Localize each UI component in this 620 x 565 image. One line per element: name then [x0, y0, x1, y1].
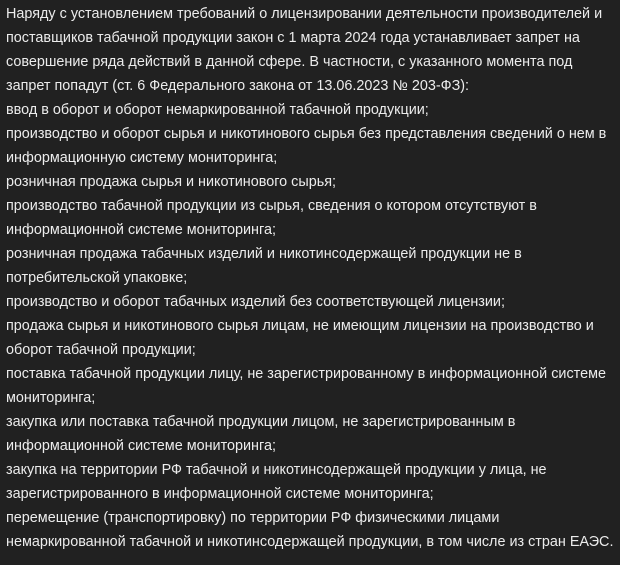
list-item: розничная продажа сырья и никотинового сырья;	[6, 174, 337, 190]
list-item: производство и оборот табачных изделий без соответствующей лицензии;	[6, 294, 505, 310]
list-item: розничная продажа табачных изделий и никотинсодержащей продукции не в потребительской упаковке;	[6, 246, 522, 286]
list-item: перемещение (транспортировку) по территории РФ физическими лицами немаркированной табачной и никотинсодержащей продукции, в том числе из стран ЕАЭС.	[6, 510, 614, 550]
list-item: ввод в оборот и оборот немаркированной табачной продукции;	[6, 102, 429, 118]
list-item: закупка на территории РФ табачной и никотинсодержащей продукции у лица, не зарегистрированного в информационной системе мониторинга;	[6, 462, 547, 502]
intro-paragraph: Наряду с установлением требований о лицензировании деятельности производителей и поставщиков табачной продукции закон с 1 марта 2024 года устанавливает запрет на совершение ряда действий в данной сфере. В частности, с указанного момента под запрет попадут (ст. 6 Федерального закона от 13.06.2023 № 203-ФЗ):	[6, 6, 603, 94]
list-item: поставка табачной продукции лицу, не зарегистрированному в информационной системе мониторинга;	[6, 366, 606, 406]
list-item: производство табачной продукции из сырья, сведения о котором отсутствуют в информационной системе мониторинга;	[6, 198, 537, 238]
list-item: производство и оборот сырья и никотинового сырья без представления сведений о нем в информационную систему мониторинга;	[6, 126, 607, 166]
list-item: продажа сырья и никотинового сырья лицам, не имеющим лицензии на производство и оборот табачной продукции;	[6, 318, 594, 358]
list-item: закупка или поставка табачной продукции лицом, не зарегистрированным в информационной системе мониторинга;	[6, 414, 516, 454]
